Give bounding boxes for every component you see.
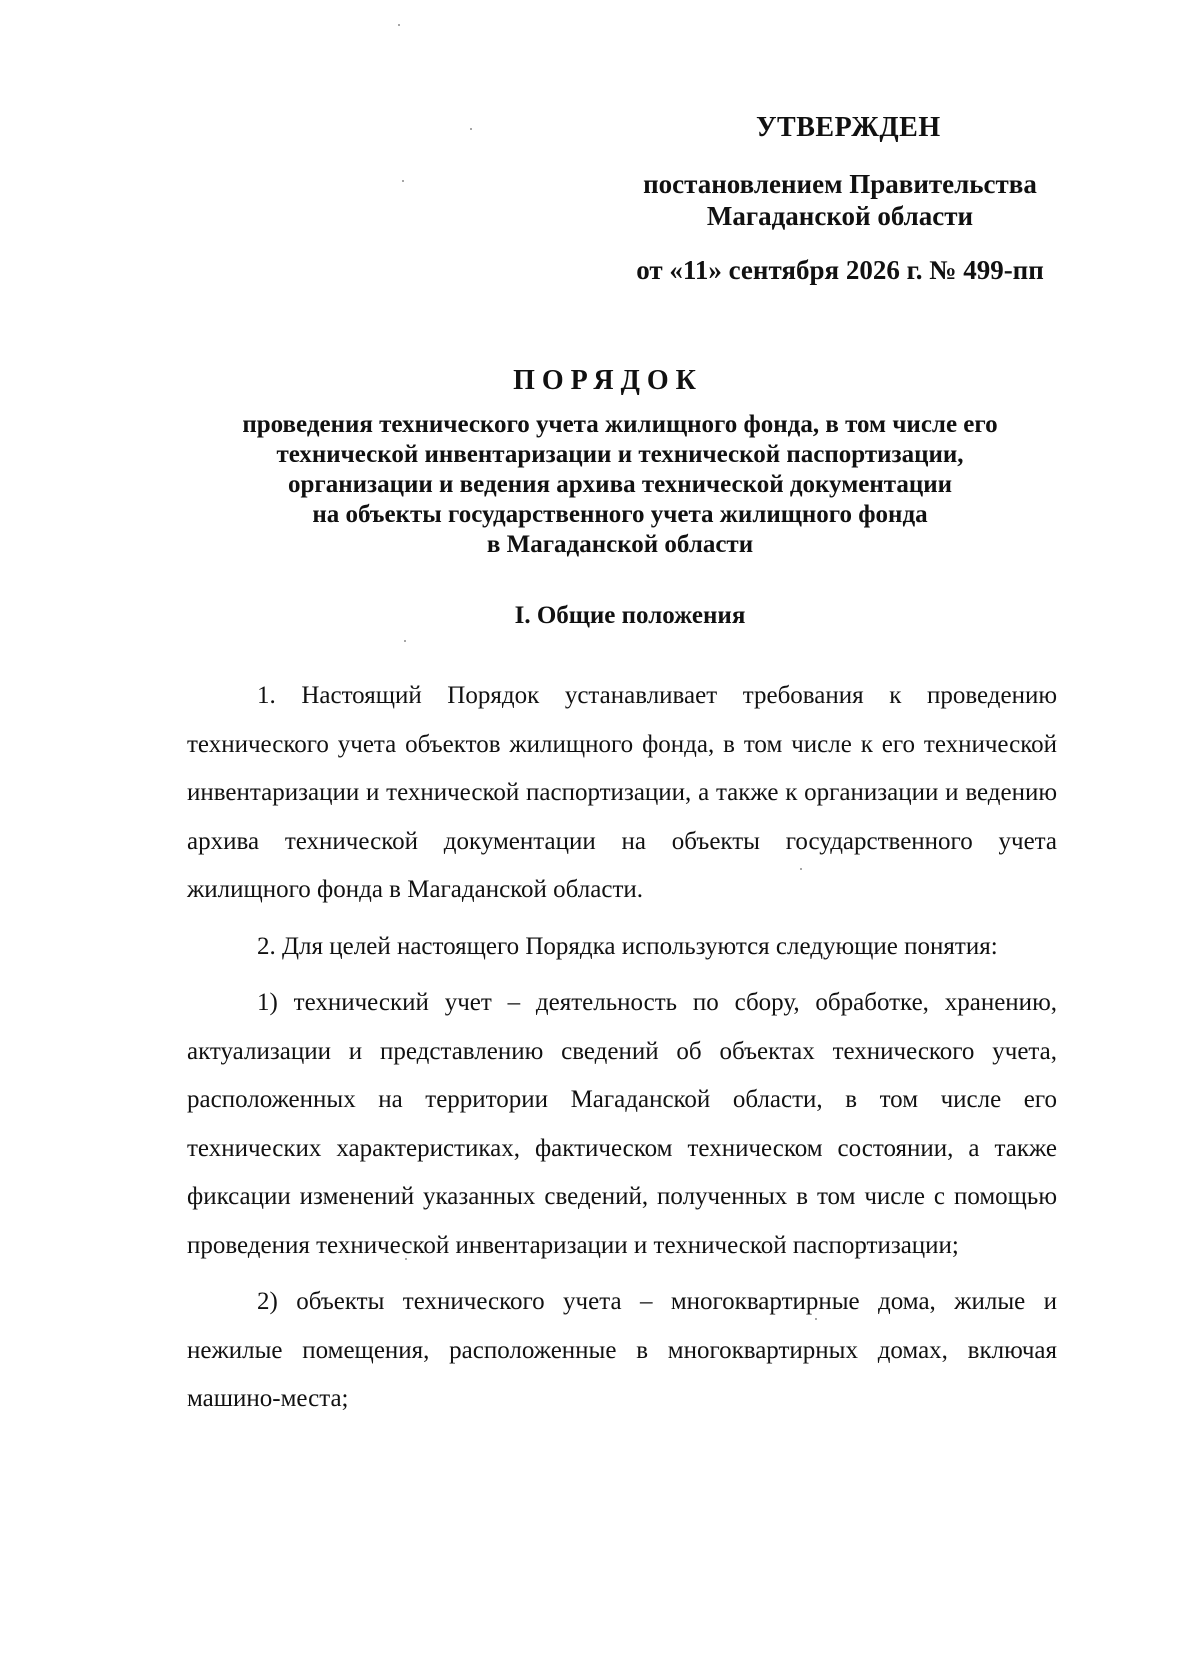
- paragraph: 1. Настоящий Порядок устанавливает требования к проведению технического учета объектов жилищного фонда, в том числе к его технической инвентаризации и технической паспортизации, а также к организации и ведению архива технической документации на объекты государственного учета жилищного фонда в Магаданской области.: [187, 682, 1057, 903]
- document-subtitle: [180, 410, 1060, 560]
- scan-speck: [398, 24, 400, 26]
- scan-speck: [470, 128, 472, 130]
- subtitle-line: в Магаданской области: [486, 531, 754, 558]
- paragraph: 2) объекты технического учета – многоквартирные дома, жилые и нежилые помещения, расположенные в многоквартирных домах, включая машино-места;: [187, 1288, 1057, 1412]
- scan-speck: [402, 180, 404, 182]
- section-heading: I. Общие положения: [514, 602, 746, 629]
- approved-by-line: Магаданской области: [706, 201, 974, 231]
- scan-speck: [405, 1258, 407, 1260]
- subtitle-line: технической инвентаризации и технической паспортизации,: [276, 441, 964, 468]
- approved-heading: УТВЕРЖДЕН: [756, 112, 941, 143]
- paragraph: 2. Для целей настоящего Порядка используются следующие понятия:: [257, 932, 998, 960]
- subtitle-line: на объекты государственного учета жилищного фонда: [312, 501, 928, 528]
- scan-speck: [815, 1318, 817, 1320]
- approval-block: [620, 112, 1080, 286]
- scan-speck: [800, 868, 802, 870]
- body-text: [187, 672, 1057, 1432]
- paragraph: 1) технический учет – деятельность по сбору, обработке, хранению, актуализации и представлению сведений об объектах технического учета, расположенных на территории Магаданской области, в том числе его технических характеристиках, фактическом техническом состоянии, а также фиксации изменений указанных сведений, полученных в том числе с помощью проведения технической инвентаризации и технической паспортизации;: [187, 989, 1057, 1259]
- document-title: ПОРЯДОК: [513, 365, 703, 396]
- subtitle-line: проведения технического учета жилищного фонда, в том числе его: [242, 411, 998, 438]
- scan-speck: [404, 640, 406, 642]
- approved-by-line: постановлением Правительства: [643, 169, 1037, 199]
- approval-date: от «11» сентября 2026 г. № 499-пп: [636, 255, 1044, 285]
- subtitle-line: организации и ведения архива технической документации: [287, 471, 953, 498]
- approved-by: [620, 168, 1060, 232]
